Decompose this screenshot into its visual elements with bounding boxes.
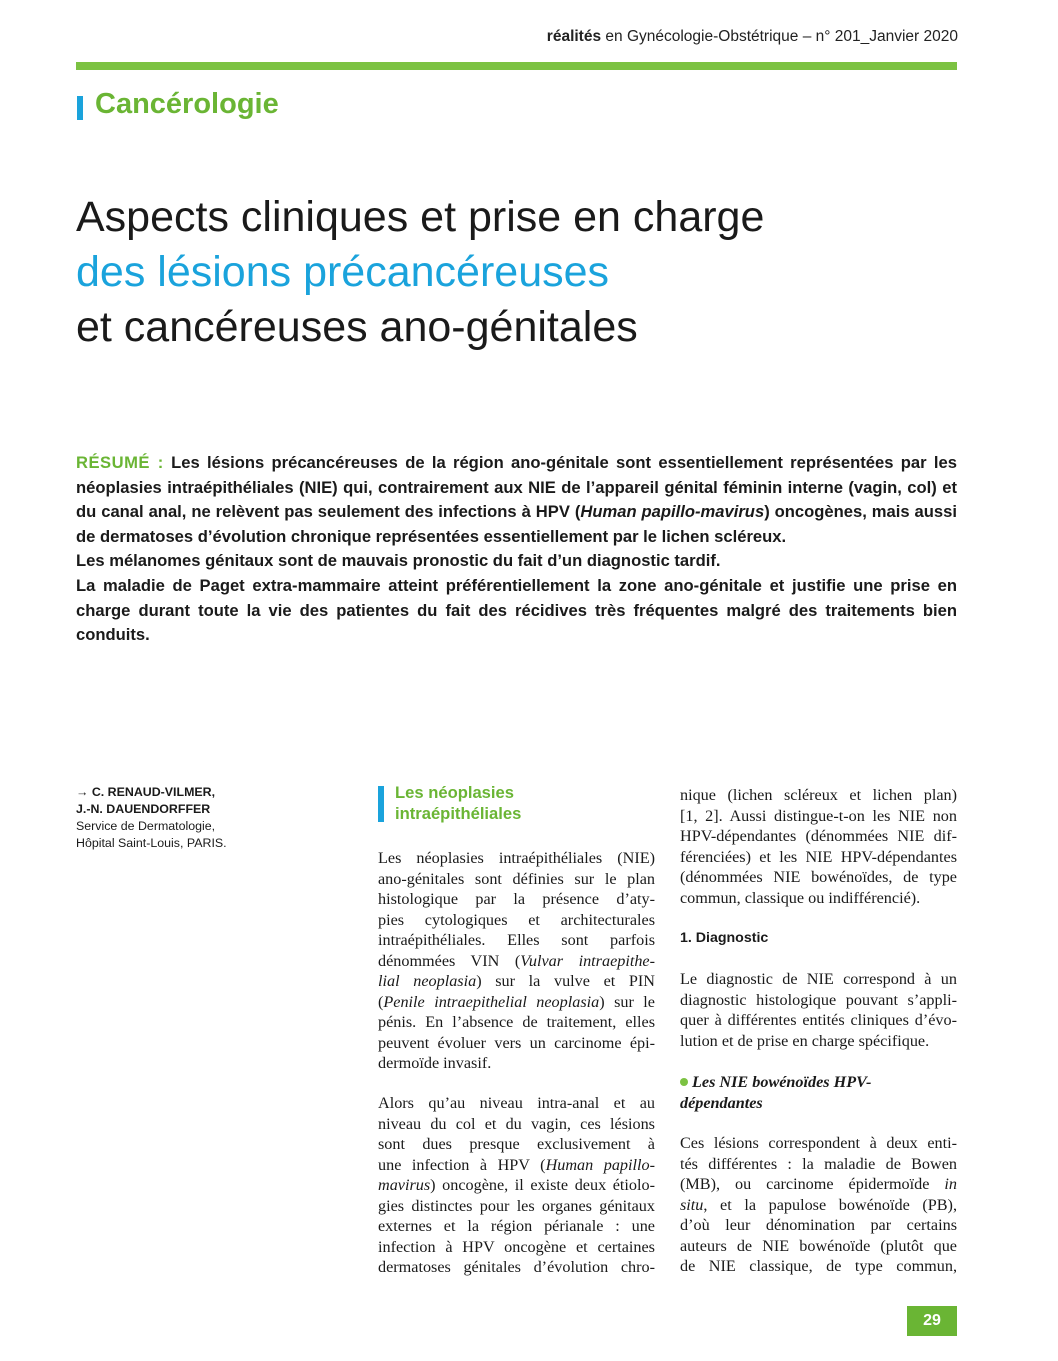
- column-1-paragraph-1: [378, 848, 655, 1074]
- text-line: Le diagnostic de NIE correspond à un: [680, 970, 957, 988]
- text-line: quer à différentes entités cliniques d’évo-: [680, 1011, 957, 1029]
- italic-span: situ: [680, 1195, 704, 1214]
- abstract-label: RÉSUMÉ :: [76, 453, 164, 472]
- abstract-italic: Human papillo-mavirus: [580, 502, 765, 522]
- journal-header: [547, 28, 958, 46]
- text-line: d’où leur dénomination par certains: [680, 1216, 957, 1234]
- abstract-paragraph-3: La maladie de Paget extra-mammaire atteint préférentiellement la zone ano-génitale et justifie une prise en charge durant toute la vie des patientes du fait des récidives très fréquentes malgré des traitements bien conduits.: [76, 575, 957, 645]
- text-line: [378, 971, 655, 992]
- text-line: peuvent évoluer vers un carcinome épi-: [378, 1033, 655, 1052]
- journal-name: réalités: [546, 28, 602, 45]
- title-line-3: et cancéreuses ano-génitales: [76, 303, 638, 351]
- text-line: diagnostic histologique pouvant s’appli-: [680, 990, 957, 1009]
- column-heading-line-1: Les néoplasies: [395, 783, 514, 802]
- text-span: ) sur le: [599, 992, 655, 1011]
- text-line: ano-génitales sont définies sur le plan: [378, 869, 655, 888]
- text-line: férenciées) et les NIE HPV-dépendantes: [680, 847, 957, 866]
- text-line: nique (lichen scléreux et lichen plan): [680, 786, 957, 804]
- text-line: HPV-dépendantes (dénommées NIE dif-: [680, 827, 957, 845]
- text-line: [680, 1195, 957, 1216]
- bullet-subheading: [680, 1072, 957, 1113]
- author-2: J.-N. DAUENDORFFER: [76, 802, 211, 816]
- column-1-paragraph-2: [378, 1093, 655, 1278]
- text-line: tés différentes : la maladie de Bowen: [680, 1154, 957, 1173]
- article-title: [76, 190, 956, 355]
- text-line: histologique par la présence d’aty-: [378, 890, 655, 908]
- text-line: auteurs de NIE bowénoïde (plutôt que: [680, 1236, 957, 1255]
- text-line: (dénommées NIE bowénoïdes, de type: [680, 868, 957, 886]
- text-span: dénommées VIN (: [378, 951, 521, 970]
- subheading-diagnostic: 1. Diagnostic: [680, 930, 769, 946]
- title-line-2: des lésions précancéreuses: [76, 248, 610, 296]
- text-line: infection à HPV oncogène et certaines: [378, 1237, 655, 1256]
- abstract-text-cont: ) oncogènes, mais aussi de dermatoses d’évolution chronique représentées essentiellement par le lichen scléreux.: [76, 502, 957, 546]
- text-line: Alors qu’au niveau intra-anal et au: [378, 1094, 655, 1112]
- bullet-heading-line-2: dépendantes: [680, 1093, 763, 1112]
- text-span: (MB), ou carcinome épidermoïde: [680, 1175, 945, 1193]
- arrow-icon: →: [76, 785, 89, 799]
- text-line: pies cytologiques et architecturales: [378, 910, 655, 929]
- text-line: [378, 1155, 655, 1176]
- affiliation-2: Hôpital Saint-Louis, PARIS.: [76, 836, 227, 850]
- text-line: dermoïde invasif.: [378, 1054, 492, 1072]
- italic-span: mavirus: [378, 1176, 431, 1194]
- text-line: lution et de prise en charge spécifique.: [680, 1031, 930, 1050]
- author-names: [76, 784, 336, 801]
- abstract-text: Les lésions précancéreuses de la région ano-génitale sont essentiellement représentées par les néoplasies intraépithéliales (NIE) qui, contrairement aux NIE de l’appareil génital féminin interne (vagin, col) et du canal anal, ne relèvent pas seulement des infections à HPV (: [76, 453, 957, 522]
- italic-span: in: [944, 1175, 957, 1193]
- bullet-heading-text: Les NIE bowénoïdes HPV-: [692, 1073, 872, 1091]
- text-line: commun, classique ou indifférencié).: [680, 888, 921, 907]
- abstract-paragraph-1: [76, 451, 957, 549]
- affiliation-1: Service de Dermatologie,: [76, 819, 216, 833]
- bullet-icon: [680, 1078, 688, 1086]
- author-1: C. RENAUD-VILMER,: [88, 785, 216, 799]
- authors-block: [76, 784, 336, 852]
- section-marker: [77, 96, 83, 120]
- text-line: pénis. En l’absence de traitement, elles: [378, 1013, 655, 1031]
- text-line: [378, 992, 655, 1013]
- text-line: intraépithéliales. Elles sont parfois: [378, 931, 655, 949]
- text-line: [378, 1175, 655, 1196]
- header-rule: [76, 62, 957, 70]
- text-line: dermatoses génitales d’évolution chro-: [378, 1258, 655, 1276]
- text-span: , et la papulose bowénoïde (PB),: [703, 1195, 957, 1214]
- text-line: gies distinctes pour les organes génitaux: [378, 1196, 655, 1215]
- text-span: une infection à HPV (: [378, 1155, 546, 1174]
- column-2-paragraph-3: [680, 1133, 957, 1277]
- abstract: [76, 451, 957, 648]
- text-line: [1, 2]. Aussi distingue-t-on les NIE non: [680, 806, 957, 825]
- text-line: [680, 1174, 957, 1195]
- text-line: Ces lésions correspondent à deux enti-: [680, 1134, 957, 1152]
- text-span: ) oncogène, il existe deux étiolo-: [430, 1176, 655, 1194]
- bullet-heading-line-1: [680, 1072, 957, 1093]
- text-line: externes et la région périanale : une: [378, 1217, 655, 1235]
- page-number: 29: [907, 1306, 957, 1336]
- text-line: [378, 951, 655, 972]
- title-line-1: Aspects cliniques et prise en charge: [76, 193, 765, 241]
- italic-span: Human papillo-: [545, 1155, 655, 1174]
- column-heading-marker: [378, 786, 384, 822]
- column-heading: [395, 782, 655, 824]
- journal-issue: en Gynécologie-Obstétrique – n° 201_Janvier 2020: [601, 28, 958, 45]
- text-span: ) sur la vulve et PIN: [476, 972, 655, 990]
- italic-span: Penile intraepithelial neoplasia: [383, 992, 600, 1011]
- text-line: de NIE classique, de type commun,: [680, 1257, 957, 1275]
- section-label: Cancérologie: [95, 88, 279, 120]
- column-heading-line-2: intraépithéliales: [395, 804, 522, 823]
- italic-span: lial neoplasia: [378, 972, 477, 990]
- text-span: (: [378, 992, 384, 1011]
- column-2-paragraph-1: [680, 785, 957, 908]
- abstract-paragraph-2: Les mélanomes génitaux sont de mauvais pronostic du fait d’un diagnostic tardif.: [76, 551, 721, 571]
- text-line: Les néoplasies intraépithéliales (NIE): [378, 849, 655, 867]
- italic-span: Vulvar intraepithe-: [520, 951, 656, 970]
- text-line: niveau du col et du vagin, ces lésions: [378, 1114, 655, 1133]
- text-line: sont dues presque exclusivement à: [378, 1135, 655, 1153]
- column-2-paragraph-2: [680, 969, 957, 1051]
